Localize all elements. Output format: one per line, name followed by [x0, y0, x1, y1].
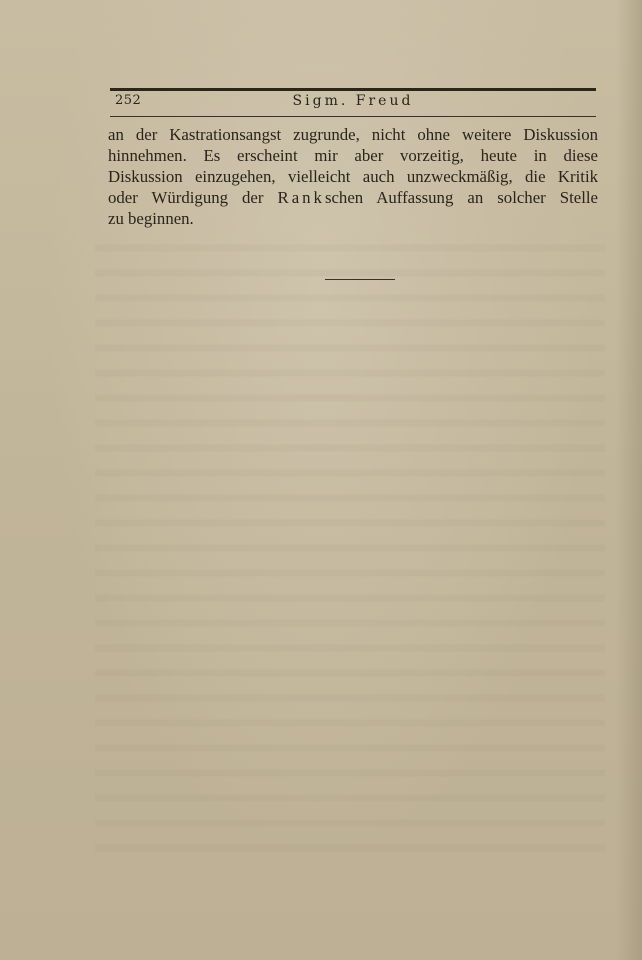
running-head: Sigm. Freud — [292, 93, 414, 109]
text-line-5: zu beginnen. — [108, 209, 194, 228]
text-line-1: an der Kastrationsangst zugrunde, nicht ohne weitere Diskussion — [108, 125, 598, 144]
page-number: 252 — [115, 93, 142, 108]
author-name-rank: Rank — [277, 188, 325, 207]
page-edge-shadow — [616, 0, 642, 960]
header-rule-bottom — [110, 116, 596, 117]
body-paragraph — [108, 124, 598, 229]
text-line-2: hinnehmen. Es erscheint mir aber vorzeitig, heute in diese — [108, 146, 598, 165]
page-header — [110, 93, 596, 115]
text-line-4-start: oder Würdigung der — [108, 188, 278, 207]
section-end-rule — [325, 279, 395, 280]
show-through-texture — [95, 230, 605, 870]
text-line-4-end: schen Auffassung an solcher Stelle — [324, 188, 598, 207]
text-line-3: Diskussion einzugehen, vielleicht auch unzweckmäßig, die Kritik — [108, 167, 598, 186]
header-rule-top — [110, 88, 596, 91]
text-line-4 — [108, 187, 598, 208]
